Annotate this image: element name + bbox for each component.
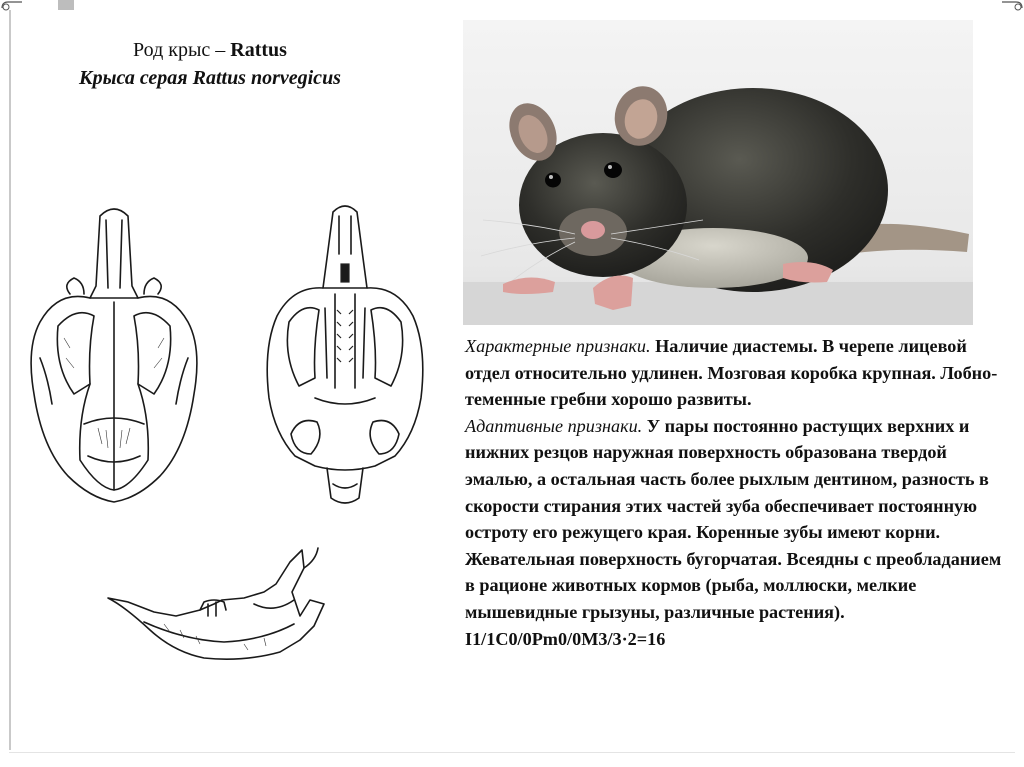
genus-title-latin: Rattus: [230, 39, 287, 61]
frame-left-border: [9, 10, 11, 750]
skull-dorsal-drawing: [18, 198, 210, 516]
genus-title: [30, 36, 390, 64]
species-title: Крыса серая Rattus norvegicus: [79, 67, 341, 89]
dental-formula: I1/1C0/0Pm0/0M3/3·2=16: [465, 628, 666, 649]
adaptive-features-label: Адаптивные признаки.: [465, 415, 643, 436]
gray-rat-photo: [463, 20, 973, 325]
skull-ventral-drawing: [255, 198, 435, 518]
scroll-corner-right: [1002, 0, 1024, 16]
characteristic-features-label: Характерные признаки.: [465, 336, 651, 356]
characteristic-features: [465, 333, 1013, 413]
genus-title-prefix: Род крыс –: [133, 39, 231, 61]
adaptive-features: [465, 413, 1013, 626]
rat-illustration: [463, 20, 973, 325]
description-text: [465, 333, 1013, 652]
characteristic-features-text: Наличие диастемы. В черепе лицевой отдел относительно удлинен. Мозговая коробка крупная. Лобно-теменные гребни хорошо развиты.: [465, 336, 998, 410]
scroll-corner-left: [0, 0, 22, 16]
title-block: [30, 36, 390, 92]
adaptive-features-text: У пары постоянно растущих верхних и нижних резцов наружная поверхность образована твердой эмалью, а остальная часть более рыхлым дентином, разность в скорости стирания этих частей зуба обеспечивает постоянную остроту его режущего края. Коренные зубы имеют корни. Жевательная поверхность бугорчатая. Всеядны с преобладанием в рационе животных кормов (рыба, моллюски, мелкие мышевидные грызуны, различные растения).: [465, 415, 1002, 622]
mandible-drawing: [104, 540, 348, 680]
decorative-tab: [58, 0, 74, 10]
frame-bottom-border: [9, 752, 1015, 753]
